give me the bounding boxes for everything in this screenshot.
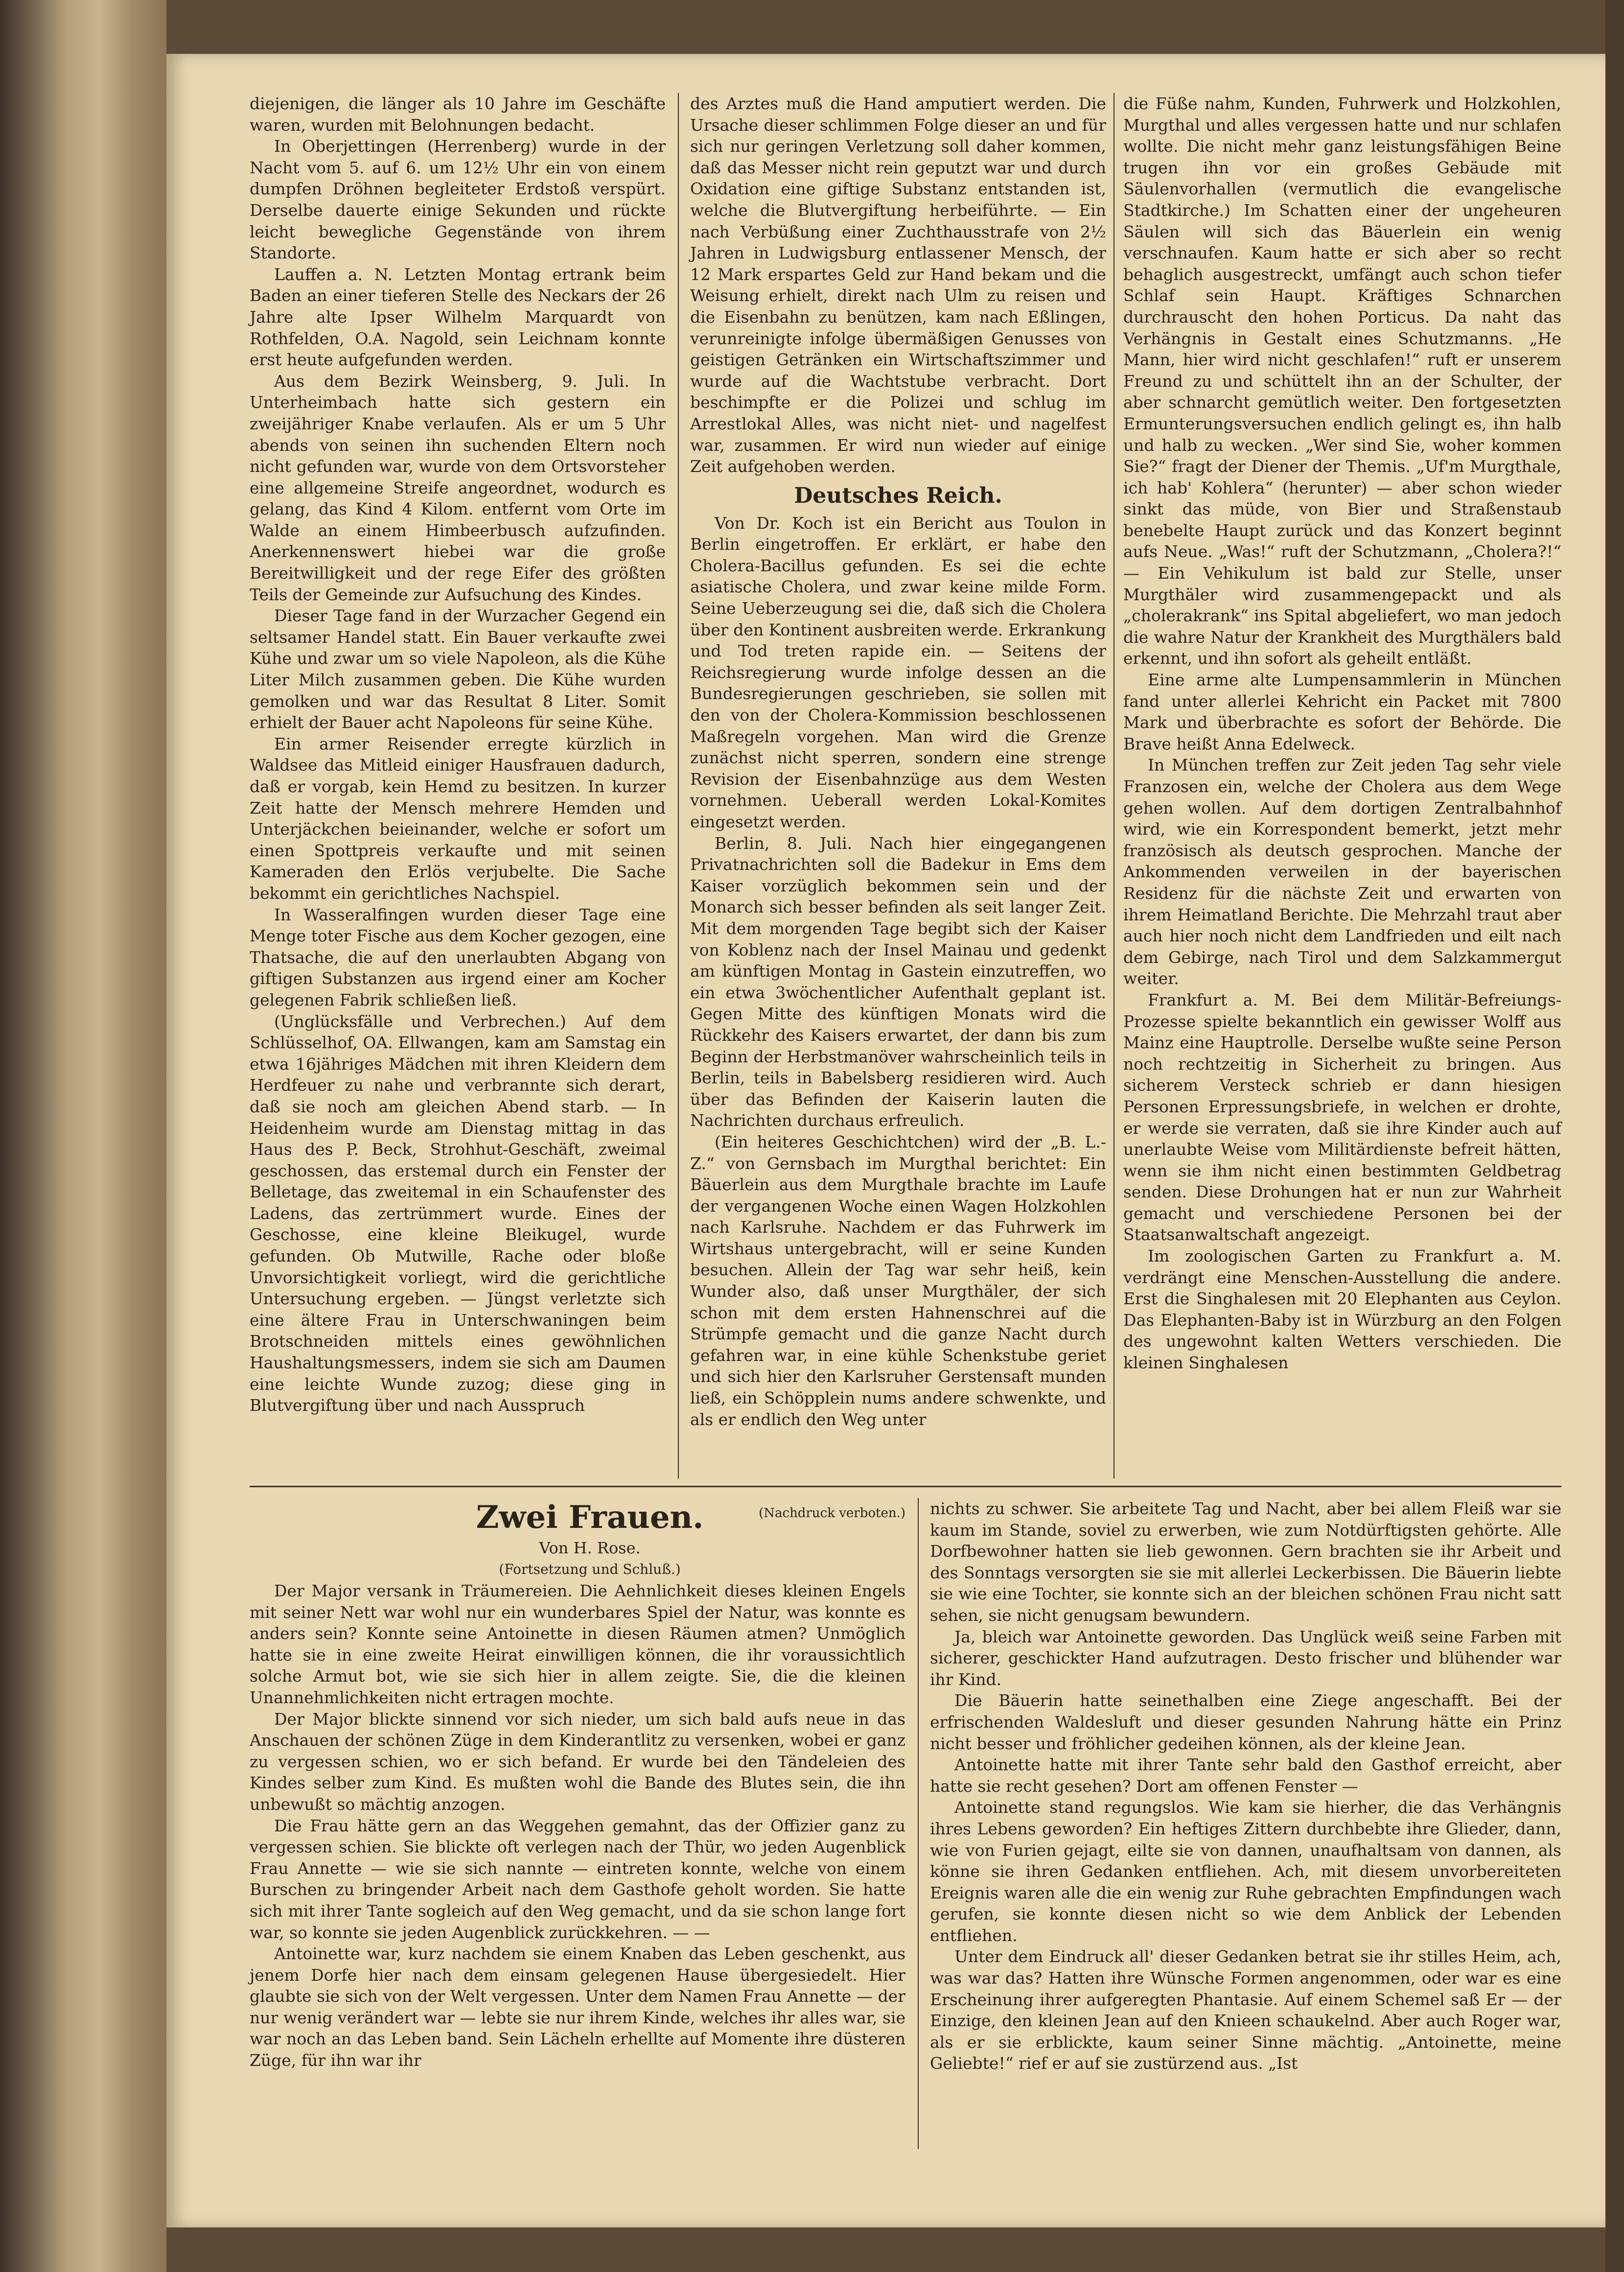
serial-title: Zwei Frauen.	[476, 1499, 704, 1536]
paragraph: diejenigen, die länger als 10 Jahre im Geschäfte waren, wurden mit Belohnungen bedacht.	[250, 94, 666, 135]
paragraph: Antoinette war, kurz nachdem sie einem Knaben das Leben geschenkt, aus jenem Dorfe hier nach dem einsam gelegenen Hause übergesiedelt. Hier glaubte sie sich von der Welt vergessen. Unter dem Namen Frau Annette — der nur wenig verändert war — lebte sie nur ihrem Kinde, welches ihr alles war, sie war noch an das Leben band. Sein Lächeln erhellte auf Momente ihre düsteren Züge, für ihn war ihr	[250, 1944, 905, 2070]
reprint-note: (Nachdruck verboten.)	[759, 1506, 905, 1521]
serial-header	[250, 1498, 905, 1580]
paragraph: Antoinette hatte mit ihrer Tante sehr bald den Gasthof erreicht, aber hatte sie recht gesehen? Dort am offenen Fenster —	[930, 1755, 1561, 1796]
column-2	[690, 93, 1106, 1430]
column-1	[250, 93, 666, 1416]
feuilleton-separator	[250, 1486, 1561, 1487]
paragraph: nichts zu schwer. Sie arbeitete Tag und Nacht, aber bei allem Fleiß war sie kaum im Stande, soviel zu erwerben, wie zum Notdürftigsten gehörte. Alle Dorfbewohner hatten sie lieb gewonnen. Gern brachten sie ihr Arbeit und des Sonntags versorgten sie sie mit allerlei Leckerbissen. Die Bäuerin liebte sie wie eine Tochter, sie konnte sich an der bleichen schönen Frau nicht satt sehen, sie nicht genugsam bewundern.	[930, 1499, 1561, 1625]
paragraph: Berlin, 8. Juli. Nach hier eingegangenen Privatnachrichten soll die Badekur in Ems dem Kaiser vorzüglich bekommen sein und der Monarch sich besser befinden als seit langer Zeit. Mit dem morgenden Tage begibt sich der Kaiser von Koblenz nach der Insel Mainau und gedenkt am künftigen Montag in Gastein einzutreffen, wo ein etwa 3wöchentlicher Aufenthalt geplant ist. Gegen Mitte des künftigen Monats wird die Rückkehr des Kaisers erwartet, der dann bis zum Beginn der Herbstmanöver wahrscheinlich teils in Berlin, teils in Babelsberg residieren wird. Auch über das Befinden der Kaiserin lauten die Nachrichten durchaus erfreulich.	[690, 833, 1106, 1130]
paragraph: Ja, bleich war Antoinette geworden. Das Unglück weiß seine Farben mit sicherer, geschickter Hand aufzutragen. Desto frischer und blühender war ihr Kind.	[930, 1627, 1561, 1689]
paragraph: Von Dr. Koch ist ein Bericht aus Toulon in Berlin eingetroffen. Er erklärt, er habe den Cholera-Bacillus gefunden. Es sei die echte asiatische Cholera, und zwar keine milde Form. Seine Ueberzeugung sei die, daß sich die Cholera über den Kontinent ausbreiten werde. Erkrankung und Tod treten rapide ein. — Seitens der Reichsregierung wurde infolge dessen an die Bundesregierungen geschrieben, sie sollen mit den von der Cholera-Kommission beschlossenen Maßregeln vorgehen. Man wird die Grenze zunächst nicht sperren, sondern eine strenge Revision der Eisenbahnzüge aus dem Westen vornehmen. Ueberall werden Lokal-Komites eingesetzt werden.	[690, 513, 1106, 831]
paragraph: Die Frau hätte gern an das Weggehen gemahnt, das der Offizier ganz zu vergessen schien. Sie blickte oft verlegen nach der Thür, wo jeden Augenblick Frau Annette — wie sie sich nannte — eintreten konnte, welche von einem Burschen zu bringender Arbeit nach dem Gasthofe geholt worden. Sie hatte sich mit ihrer Tante sogleich auf den Weg gemacht, und da sie schon lange fort war, so konnte sie jeden Augenblick zurückkehren. — —	[250, 1816, 905, 1942]
serial-right-column	[930, 1498, 1561, 2074]
serial-left-column	[250, 1498, 905, 2071]
column-divider	[678, 93, 679, 1478]
paragraph: Frankfurt a. M. Bei dem Militär-Befreiungs-Prozesse spielte bekanntlich ein gewisser Wolff aus Mainz eine Hauptrolle. Derselbe wußte seine Person noch rechtzeitig in Sicherheit zu bringen. Aus sicherem Versteck schrieb er dann hiesigen Personen Erpressungsbriefe, in welchen er drohte, er werde sie verraten, daß sie ihre Kinder auch auf unerlaubte Weise vom Militärdienste befreit hätten, wenn sie ihm nicht einen bestimmten Geldbetrag senden. Diese Drohungen hat er nun zur Wahrheit gemacht und verschiedene Personen bei der Staatsanwaltschaft angezeigt.	[1123, 990, 1561, 1244]
serial-byline: Von H. Rose.	[539, 1539, 641, 1557]
book-spine	[0, 0, 166, 2272]
paragraph: In München treffen zur Zeit jeden Tag sehr viele Franzosen ein, welche der Cholera aus dem Wege gehen wollen. Auf dem dortigen Zentralbahnhof wird, wie ein Korrespondent bemerkt, jetzt mehr französisch als deutsch gesprochen. Manche der Ankommenden verweilen in der bayerischen Residenz für die nächste Zeit und erwarten von ihrem Heimatland Berichte. Die Mehrzahl traut aber auch hier noch nicht dem Landfrieden und eilt nach dem Gebirge, nach Tirol und dem Salzkammergut weiter.	[1123, 755, 1561, 988]
newspaper-page	[166, 54, 1605, 2227]
paragraph: Die Bäuerin hatte seinethalben eine Ziege angeschafft. Bei der erfrischenden Waldesluft und dieser gesunden Nahrung hätte ein Prinz nicht besser und fröhlicher gedeihen können, als der kleine Jean.	[930, 1691, 1561, 1753]
paragraph: Dieser Tage fand in der Wurzacher Gegend ein seltsamer Handel statt. Ein Bauer verkaufte zwei Kühe und zwar um so viele Napoleon, als die Kühe Liter Milch zusammen geben. Die Kühe wurden gemolken und war das Resultat 8 Liter. Somit erhielt der Bauer acht Napoleons für seine Kühe.	[250, 606, 666, 732]
paragraph: In Oberjettingen (Herrenberg) wurde in der Nacht vom 5. auf 6. um 12½ Uhr ein von einem dumpfen Dröhnen begleiteter Erdstoß verspürt. Derselbe dauerte einige Sekunden und rückte leicht bewegliche Gegenstände von ihrem Standorte.	[250, 137, 666, 263]
paragraph: Ein armer Reisender erregte kürzlich in Waldsee das Mitleid einiger Hausfrauen dadurch, daß er vorgab, kein Hemd zu besitzen. In kurzer Zeit hatte der Mensch mehrere Hemden und Unterjäckchen beieinander, welche er sofort um einen Spottpreis verkaufte und mit seinen Kameraden den Erlös verjubelte. Die Sache bekommt ein gerichtliches Nachspiel.	[250, 734, 666, 903]
paragraph: (Ein heiteres Geschichtchen) wird der „B. L.-Z.“ von Gernsbach im Murgthal berichtet: Ein Bäuerlein aus dem Murgthale brachte im Laufe der vergangenen Woche einen Wagen Holzkohlen nach Karlsruhe. Nachdem er das Fuhrwerk im Wirtshaus untergebracht, will er seine Kunden besuchen. Allein der Tag war sehr heiß, kein Wunder also, daß unser Murgthäler, der sich schon mit dem ersten Hahnenschrei auf die Strümpfe gemacht und die ganze Nacht durch gefahren war, in eine kühle Schenkstube geriet und sich hier den Karlsruher Gerstensaft munden ließ, ein Schöpplein nums andere schwenkte, und als er endlich den Weg unter	[690, 1132, 1106, 1429]
paragraph: Im zoologischen Garten zu Frankfurt a. M. verdrängt eine Menschen-Ausstellung die andere. Erst die Singhalesen mit 20 Elephanten aus Ceylon. Das Elephanten-Baby ist in Würzburg an den Folgen des ungewohnt kalten Wetters verschieden. Die kleinen Singhalesen	[1123, 1246, 1561, 1373]
paragraph: Der Major versank in Träumereien. Die Aehnlichkeit dieses kleinen Engels mit seiner Nett war wohl nur ein wunderbares Spiel der Natur, was konnte es anders sein? Konnte seine Antoinette in diesen Räumen atmen? Unmöglich hatte sie in eine zweite Heirat einwilligen können, die ihr voraussichtlich solche Armut bot, wie sie sich hier in allem zeigte. Sie, die die kleinen Unannehmlichkeiten nicht ertragen mochte.	[250, 1581, 905, 1707]
column-3	[1123, 93, 1561, 1374]
paragraph: Der Major blickte sinnend vor sich nieder, um sich bald aufs neue in das Anschauen der schönen Züge in dem Kinderantlitz zu versenken, wobei er ganz zu vergessen schien, wo er sich befand. Er wurde bei den Tändeleien des Kindes selber zum Kind. Es mußten wohl die Bande des Blutes sein, die ihn unbewußt so mächtig anzogen.	[250, 1709, 905, 1814]
serial-continuation: (Fortsetzung und Schluß.)	[499, 1561, 681, 1577]
paragraph: In Wasseralfingen wurden dieser Tage eine Menge toter Fische aus dem Kocher gezogen, eine Thatsache, die auf den unerlaubten Abgang von giftigen Substanzen aus irgend einer am Kocher gelegenen Fabrik schließen ließ.	[250, 905, 666, 1009]
paragraph: des Arztes muß die Hand amputiert werden. Die Ursache dieser schlimmen Folge dieser an und für sich nur geringen Verletzung soll daher kommen, daß das Messer nicht rein geputzt war und durch Oxidation eine giftige Substanz entstanden ist, welche die Blutvergiftung herbeiführte. — Ein nach Verbüßung einer Zuchthausstrafe von 2½ Jahren in Ludwigsburg entlassener Mensch, der 12 Mark erspartes Geld zur Hand bekam und die Weisung erhielt, direkt nach Ulm zu reisen und die Eisenbahn zu benützen, kam nach Eßlingen, verunreinigte infolge übermäßigen Genusses von geistigen Getränken ein Wirtschaftszimmer und wurde auf die Wachtstube verbracht. Dort beschimpfte er die Polizei und schlug im Arrestlokal Alles, was nicht niet- und nagelfest war, zusammen. Er wird nun wieder auf einige Zeit aufgehoben werden.	[690, 94, 1106, 476]
paragraph: die Füße nahm, Kunden, Fuhrwerk und Holzkohlen, Murgthal und alles vergessen hatte und nur schlafen wollte. Die nicht mehr ganz leistungsfähigen Beine trugen ihn vor ein großes Gebäude mit Säulenvorhallen (vermutlich die evangelische Stadtkirche.) Im Schatten einer der ungeheuren Säulen will sich das Bäuerlein ein wenig verschnaufen. Kaum hatte er sich aber so recht behaglich ausgestreckt, umfängt auch schon tiefer Schlaf sein Haupt. Kräftiges Schnarchen durchrauscht den hohen Porticus. Da naht das Verhängnis in Gestalt eines Schutzmanns. „He Mann, hier wird nicht geschlafen!“ ruft er unserem Freund zu und schüttelt ihn an der Schulter, der aber schnarcht gemütlich weiter. Den fortgesetzten Ermunterungsversuchen endlich gelingt es, ihn halb und halb zu wecken. „Wer sind Sie, woher kommen Sie?“ fragt der Diener der Themis. „Uf'm Murgthale, ich hab' Kohlera“ (herunter) — aber schon wieder sinkt das müde, von Bier und Straßenstaub benebelte Haupt zurück und das Konzert beginnt aufs Neue. „Was!“ ruft der Schutzmann, „Cholera?!“ — Ein Vehikulum ist bald zur Stelle, unser Murgthäler wird zusammengepackt und als „cholerakrank“ ins Spital abgeliefert, wo man jedoch die wahre Natur der Krankheit des Murgthälers bald erkennt, und ihn sofort als geheilt entläßt.	[1123, 94, 1561, 668]
paragraph: Aus dem Bezirk Weinsberg, 9. Juli. In Unterheimbach hatte sich gestern ein zweijähriger Knabe verlaufen. Als er um 5 Uhr abends von seinen ihn suchenden Eltern noch nicht gefunden war, wurde von dem Ortsvorsteher eine allgemeine Streife angeordnet, wodurch es gelang, das Kind 4 Kilom. entfernt vom Orte im Walde an einem Himbeerbusch aufzufinden. Anerkennenswert hiebei war die große Bereitwilligkeit und der rege Eifer des größten Teils der Gemeinde zur Aufsuchung des Kindes.	[250, 371, 666, 604]
paragraph: Antoinette stand regungslos. Wie kam sie hierher, die das Verhängnis ihres Lebens geworden? Ein heftiges Zittern durchbebte ihre Glieder, dann, wie von Furien gejagt, eilte sie von dannen, unaufhaltsam von dannen, als könne sie ihren Gedanken entfliehen. Ach, mit diesem unvorbereiteten Ereignis waren alle die ein wenig zur Ruhe gebrachten Empfindungen wach gerufen, sie konnte diesen nicht so wie dem Anblick der Lebenden entfliehen.	[930, 1798, 1561, 1945]
column-divider	[918, 1498, 919, 2149]
paragraph: Lauffen a. N. Letzten Montag ertrank beim Baden an einer tieferen Stelle des Neckars der 26 Jahre alte Ipser Wilhelm Marquardt von Rothfelden, O.A. Nagold, sein Leichnam konnte erst heute aufgefunden werden.	[250, 264, 666, 370]
paragraph: Unter dem Eindruck all' dieser Gedanken betrat sie ihr stilles Heim, ach, was war das? Hatten ihre Wünsche Formen angenommen, oder war es eine Erscheinung ihrer aufgeregten Phantasie. Auf einem Schemel saß Er — der Einzige, den kleinen Jean auf den Knieen schaukelnd. Aber auch Roger war, als er sie erblickte, kaum seiner Sinne mächtig. „Antoinette, meine Geliebte!“ rief er auf sie zustürzend aus. „Ist	[930, 1947, 1561, 2073]
adjacent-page-edge	[1605, 0, 1624, 2272]
paragraph: Eine arme alte Lumpensammlerin in München fand unter allerlei Kehricht ein Packet mit 7800 Mark und überbrachte es sofort der Behörde. Die Brave heißt Anna Edelweck.	[1123, 670, 1561, 753]
section-heading: Deutsches Reich.	[794, 483, 1002, 508]
paragraph: (Unglücksfälle und Verbrechen.) Auf dem Schlüsselhof, OA. Ellwangen, kam am Samstag ein etwa 16jähriges Mädchen mit ihren Kleidern dem Herdfeuer zu nahe und verbrannte sich derart, daß sie noch am gleichen Abend starb. — In Heidenheim wurde am Dienstag mittag in das Haus des P. Beck, Strohhut-Geschäft, zweimal geschossen, das erstemal durch ein Fenster der Belletage, das zweitemal in ein Schaufenster des Ladens, das zertrümmert wurde. Eines der Geschosse, eine kleine Bleikugel, wurde gefunden. Ob Mutwille, Rache oder bloße Unvorsichtigkeit vorliegt, wird die gerichtliche Untersuchung ergeben. — Jüngst verletzte sich eine ältere Frau in Unterschwaningen beim Brotschneiden mittels eines gewöhnlichen Haushaltungsmessers, indem sie sich am Daumen eine leichte Wunde zuzog; diese ging in Blutvergiftung über und nach Ausspruch	[250, 1011, 666, 1415]
